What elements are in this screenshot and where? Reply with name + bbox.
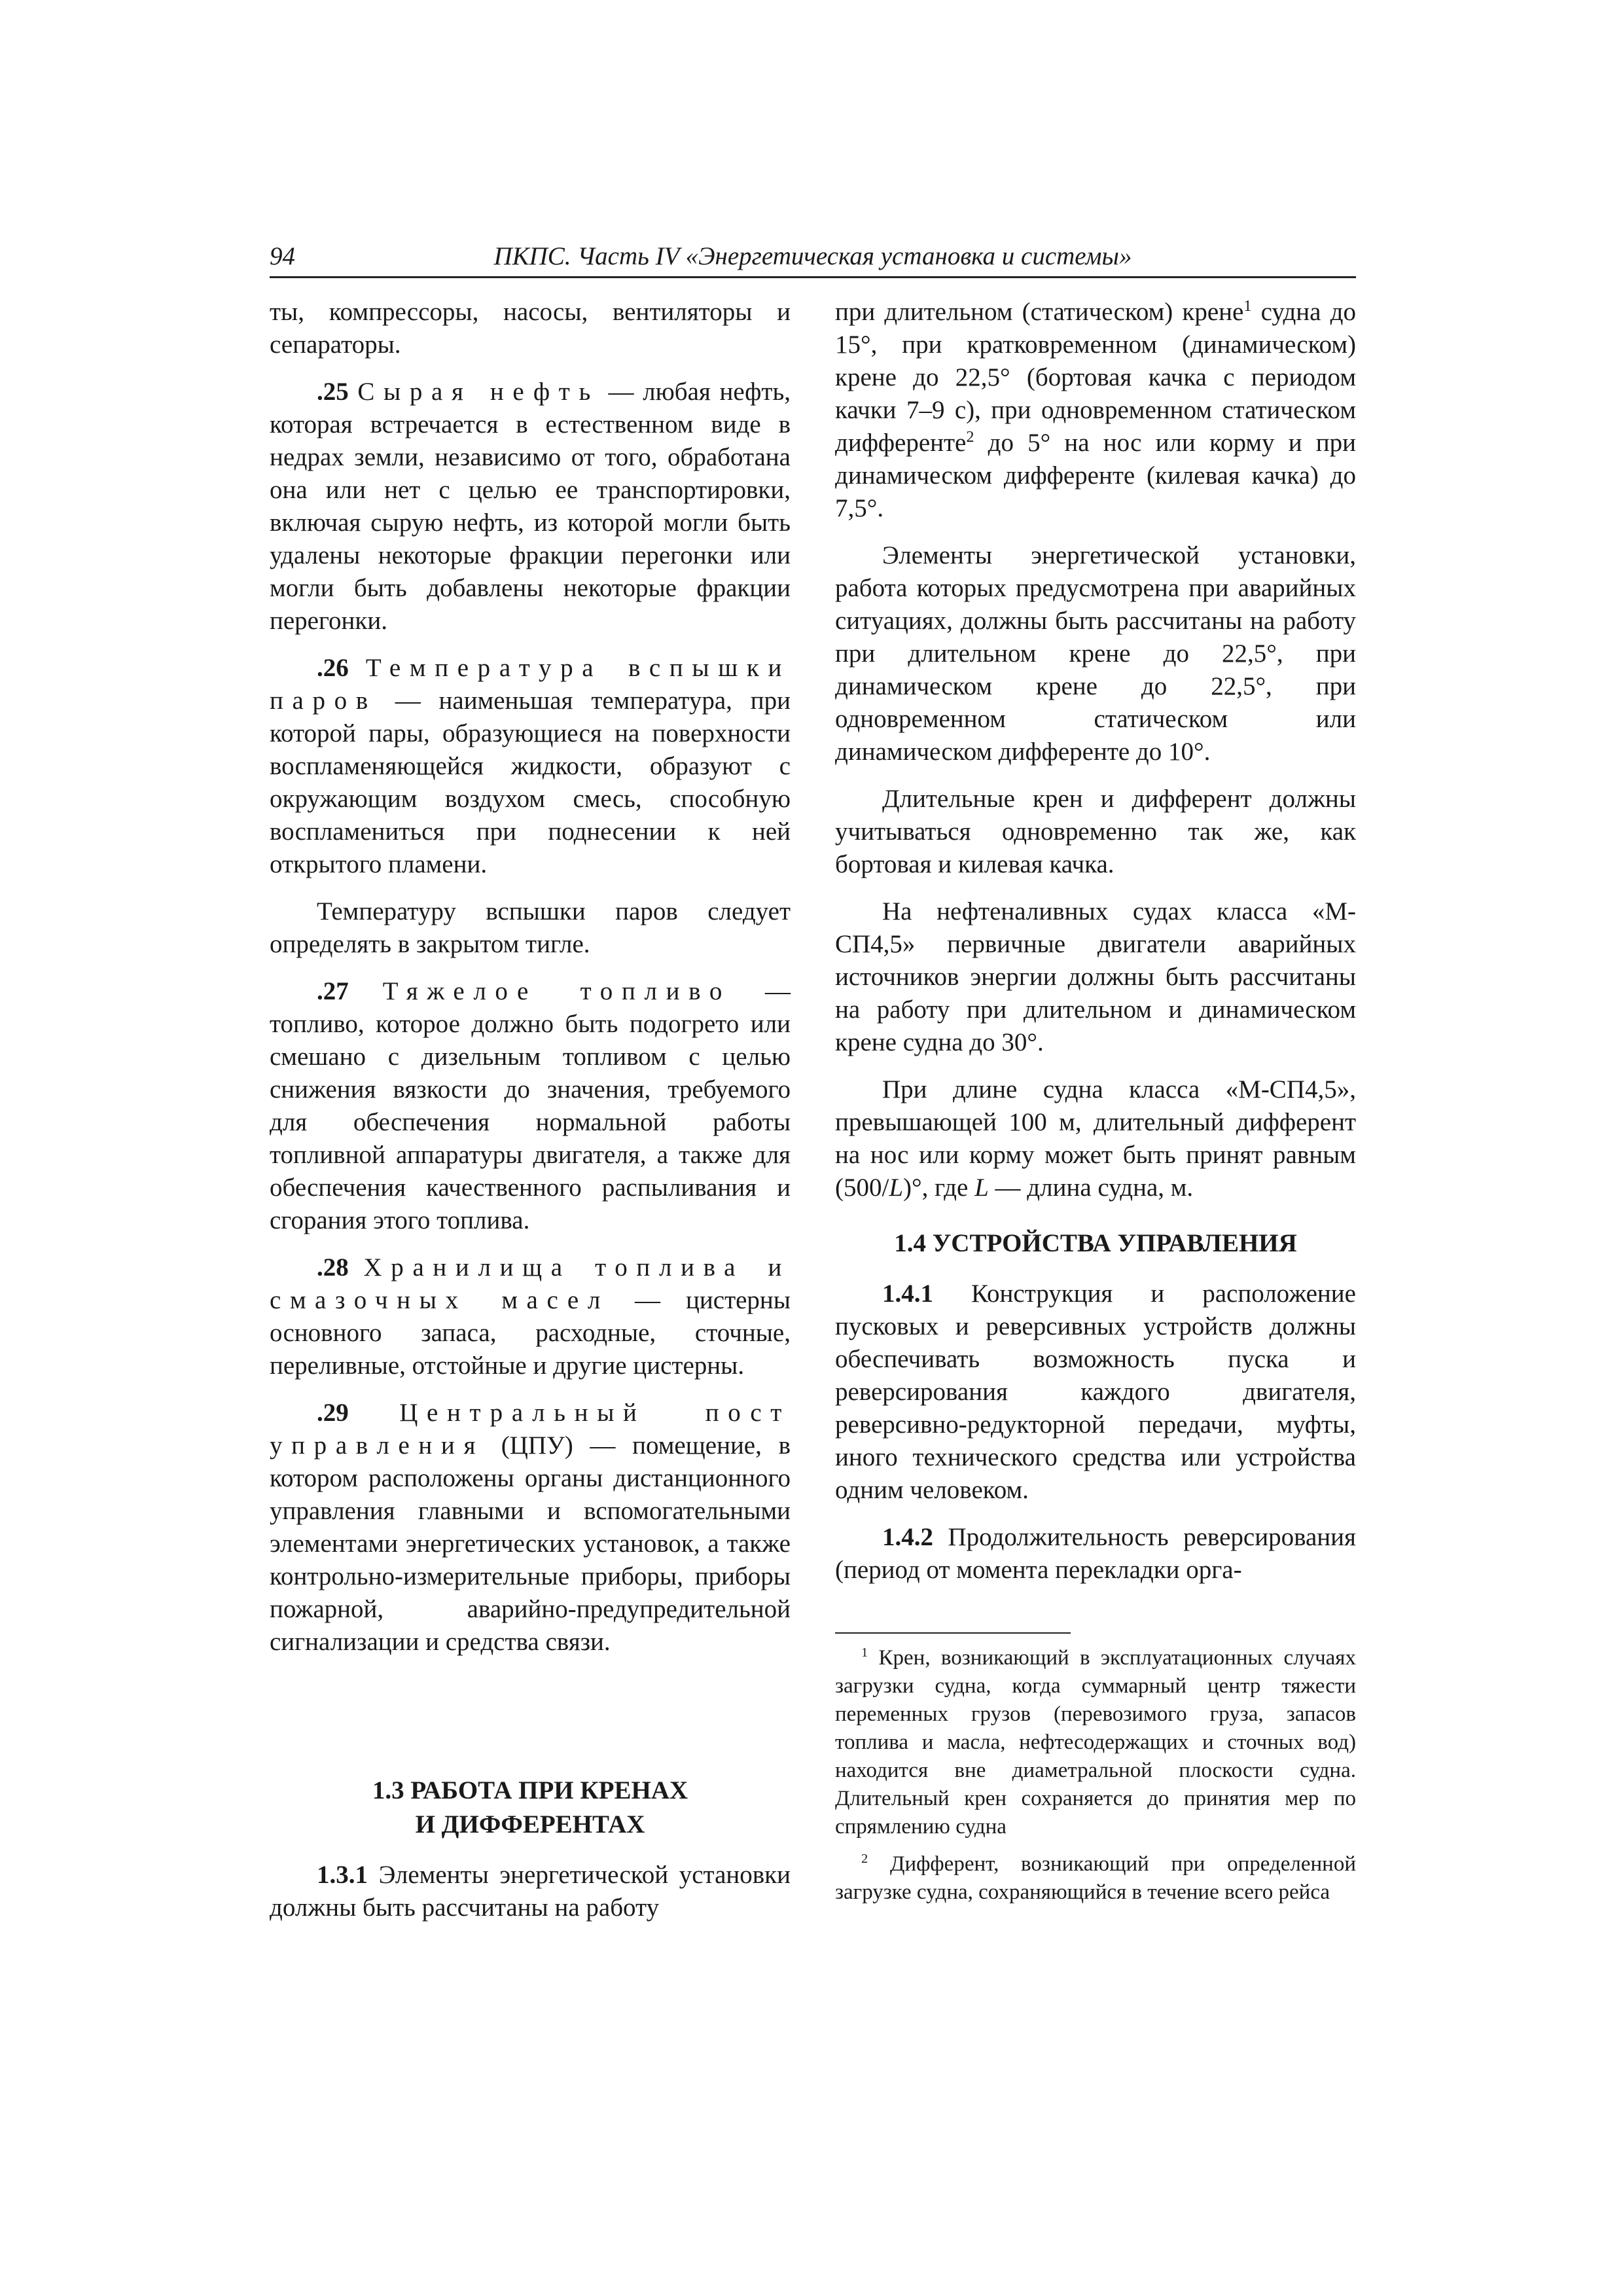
defined-term: Центральный пост управления: [270, 1399, 791, 1460]
clause-number: 1.4.2: [882, 1523, 933, 1551]
clause-text: Конструкция и расположение пусковых и реверсивных устройств должны обеспечивать возможность пуска и реверсирования каждого двигателя, реверсивно-редукторной передачи, муфты, иного технического средства или устройства одним человеком.: [835, 1280, 1356, 1504]
spacer: [270, 1673, 791, 1751]
footnote-text: Дифферент, возникающий при определенной загрузке судна, сохраняющийся в течение всего рейса: [835, 1852, 1356, 1904]
defined-term: Сырая нефть: [357, 378, 599, 406]
definition-28: [270, 1251, 791, 1382]
paragraph: Длительные крен и дифферент должны учитываться одновременно так же, как бортовая и килевая качка.: [835, 785, 1356, 878]
defined-term: Хранилища топлива и смазочных масел: [270, 1253, 791, 1314]
paragraph: Температуру вспышки паров следует определять в закрытом тигле.: [270, 897, 791, 958]
paragraph: [835, 1073, 1356, 1204]
clause-1-4-2: [835, 1521, 1356, 1587]
footnote-mark: 1: [861, 1645, 868, 1660]
footnote-2: [835, 1850, 1356, 1907]
definition-text: (ЦПУ) — помещение, в котором расположены органы дистанционного управления главными и вспомогательными элементами энергетических установок, а также контрольно-измерительные приборы, приборы пожарной, аварийно-предупредительной сигнализации и средства связи.: [270, 1431, 791, 1656]
footnote-divider: [835, 1632, 1071, 1634]
paragraph: Элементы энергетической установки, работа которых предусмотрена при аварийных ситуациях, должны быть рассчитаны на работу при длительном крене до 22,5°, при динамическом крене до 22,5°, при одновременном статическом или динамическом дифференте до 10°.: [835, 541, 1356, 766]
paragraph: На нефтеналивных судах класса «М-СП4,5» первичные двигатели аварийных источников энергии должны быть рассчитаны на работу при длительном и динамическом крене судна до 30°.: [835, 897, 1356, 1056]
paragraph-continued: ты, компрессоры, насосы, вентиляторы и сепараторы.: [270, 298, 791, 359]
running-header: [270, 237, 1356, 278]
clause-number: .29: [317, 1399, 349, 1427]
footnote-mark: 2: [861, 1852, 868, 1866]
clause-number: .28: [317, 1253, 349, 1282]
clause-1-3-1: [270, 1859, 791, 1924]
text-run: )°, где: [903, 1174, 975, 1202]
clause-number: 1.3.1: [317, 1861, 368, 1889]
math-variable: L: [889, 1174, 904, 1202]
clause-number: 1.4.1: [882, 1280, 933, 1308]
text-run: при длительном (статическом) крене: [835, 298, 1244, 326]
left-column: [270, 296, 791, 1939]
heading-line: 1.3 РАБОТА ПРИ КРЕНАХ: [372, 1776, 688, 1804]
footnote-ref-2[interactable]: 2: [966, 428, 974, 446]
clause-number: .25: [317, 378, 349, 406]
clause-1-3-1-continued: [835, 296, 1356, 525]
right-column: [835, 296, 1356, 1916]
definition-text: — любая нефть, которая встречается в естественном виде в недрах земли, независимо от того, обработана она или нет с целью ее транспортировки, включая сырую нефть, из которой могли быть удалены некоторые фракции перегонки или могли быть добавлены некоторые фракции перегонки.: [270, 378, 791, 635]
definition-29: [270, 1397, 791, 1659]
footnote-1: [835, 1644, 1356, 1841]
clause-text: Продолжительность реверсирования (период от момента перекладки орга-: [835, 1523, 1356, 1584]
definition-27: [270, 975, 791, 1237]
footnote-text: Крен, возникающий в эксплуатационных случаях загрузки судна, когда суммарный центр тяжести переменных грузов (перевозимого груза, запасов топлива и масла, нефтесодержащих и сточных вод) находится вне диаметральной плоскости судна. Длительный крен сохраняется до принятия мер по спрямлению судна: [835, 1646, 1356, 1839]
definition-26: [270, 652, 791, 881]
footnote-ref-1[interactable]: 1: [1243, 297, 1252, 315]
text-run: судна до 15°, при кратковременном (динамическом) крене до 22,5° (бортовая качка с периодом качки 7–9 с), при одновременном статическом дифференте: [835, 298, 1356, 457]
clause-1-4-1: [835, 1278, 1356, 1507]
page-number: 94: [270, 242, 295, 270]
header-title: ПКПС. Часть IV «Энергетическая установка и системы»: [493, 242, 1132, 270]
text-run: При длине судна класса «М-СП4,5», превышающей 100 м, длительный дифферент на нос или корму может быть принят равным (500/: [835, 1075, 1356, 1202]
definition-text: — наименьшая температура, при которой пары, образующиеся на поверхности воспламеняющейся жидкости, образуют с окружающим воздухом смесь, способную воспламениться при поднесении к ней открытого пламени.: [270, 687, 791, 878]
clause-number: .27: [317, 977, 349, 1005]
section-heading-1-3: [270, 1774, 791, 1842]
text-run: — длина судна, м.: [988, 1174, 1194, 1202]
definition-25: [270, 376, 791, 637]
defined-term: Температура вспышки паров: [270, 654, 791, 715]
definition-text: — цистерны основного запаса, расходные, сточные, переливные, отстойные и другие цистерны.: [270, 1286, 791, 1380]
definition-text: — топливо, которое должно быть подогрето или смешано с дизельным топливом с целью снижения вязкости до значения, требуемого для обеспечения нормальной работы топливной аппаратуры двигателя, а также для обеспечения качественного распыливания и сгорания этого топлива.: [270, 977, 791, 1234]
clause-number: .26: [317, 654, 349, 682]
text-run: до 5° на нос или корму и при динамическом дифференте (килевая качка) до 7,5°.: [835, 429, 1356, 522]
clause-text: Элементы энергетической установки должны быть рассчитаны на работу: [270, 1861, 791, 1922]
section-heading-1-4: 1.4 УСТРОЙСТВА УПРАВЛЕНИЯ: [894, 1229, 1297, 1257]
heading-line: И ДИФФЕРЕНТАХ: [415, 1810, 645, 1839]
math-variable: L: [974, 1174, 989, 1202]
defined-term: Тяжелое топливо: [382, 977, 732, 1005]
